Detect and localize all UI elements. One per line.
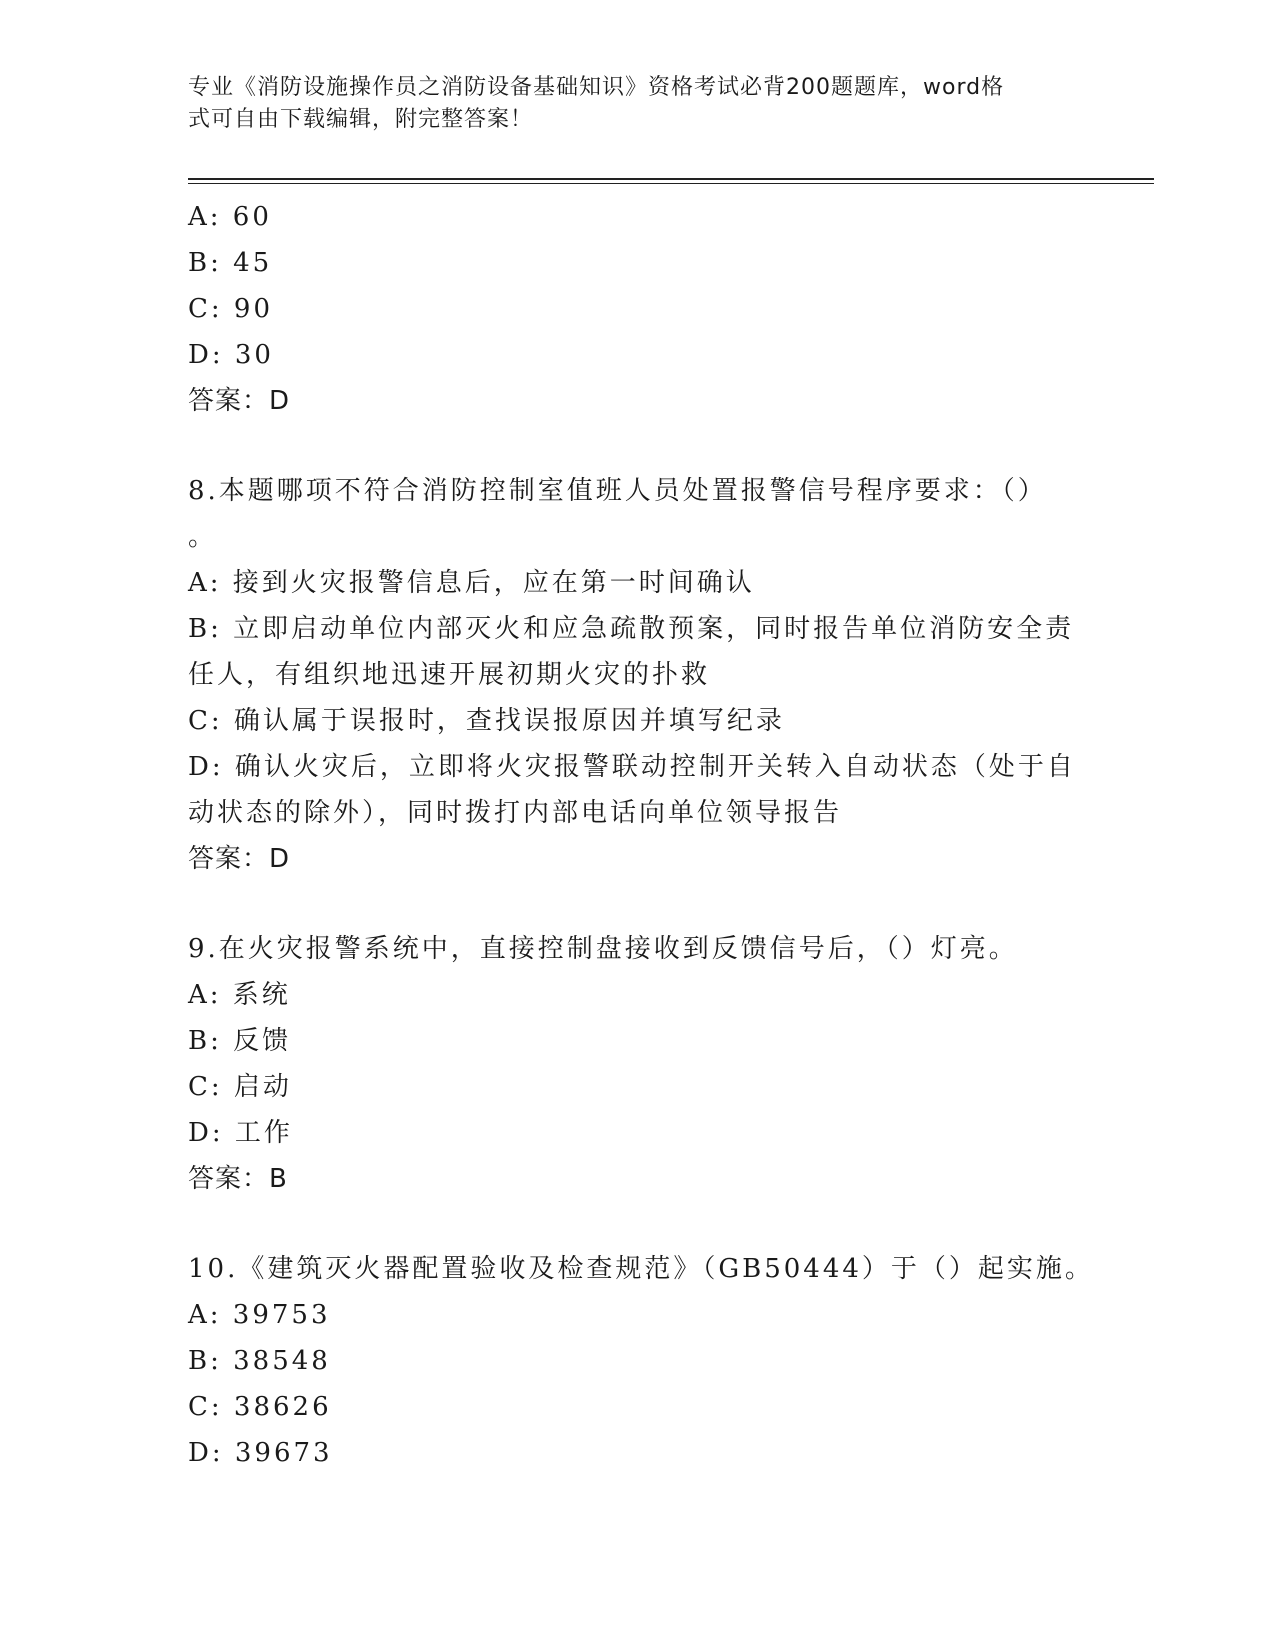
question-10-block xyxy=(188,1246,1094,1476)
header-divider-thin xyxy=(188,183,1154,184)
q8-stem: 8.本题哪项不符合消防控制室值班人员处置报警信号程序要求：（） xyxy=(188,476,1047,506)
q7-option-c: C: 90 xyxy=(188,294,274,324)
q9-answer: 答案：B xyxy=(188,1164,288,1194)
header-divider-thick xyxy=(188,178,1154,180)
header-line-2: 式可自由下载编辑，附完整答案！ xyxy=(188,107,534,132)
q8-option-d: D: 确认火灾后，立即将火灾报警联动控制开关转入自动状态（处于自 xyxy=(188,752,1076,782)
q8-option-b: B: 立即启动单位内部灭火和应急疏散预案，同时报告单位消防安全责 xyxy=(188,614,1075,644)
q10-option-d: D: 39673 xyxy=(188,1438,333,1468)
spacer xyxy=(188,1202,1088,1246)
header-line-1: 专业《消防设施操作员之消防设备基础知识》资格考试必背200题题库，word格 xyxy=(188,75,1005,100)
spacer xyxy=(188,424,1088,468)
q7-answer: 答案：D xyxy=(188,386,291,416)
question-7-block xyxy=(188,194,1088,424)
q9-option-b: B: 反馈 xyxy=(188,1026,292,1056)
document-header xyxy=(188,72,1068,136)
spacer xyxy=(188,882,1088,926)
q10-option-b: B: 38548 xyxy=(188,1346,331,1376)
question-8-block xyxy=(188,468,1088,882)
q10-stem: 10.《建筑灭火器配置验收及检查规范》（GB50444）于（）起实施。 xyxy=(188,1254,1094,1284)
q8-option-c: C: 确认属于误报时，查找误报原因并填写纪录 xyxy=(188,706,785,736)
q9-option-c: C: 启动 xyxy=(188,1072,292,1102)
q10-option-a: A: 39753 xyxy=(188,1300,331,1330)
q8-option-b-continued: 任人，有组织地迅速开展初期火灾的扑救 xyxy=(188,660,711,690)
q8-option-d-continued: 动状态的除外），同时拨打内部电话向单位领导报告 xyxy=(188,798,843,828)
q10-option-c: C: 38626 xyxy=(188,1392,332,1422)
q7-option-d: D: 30 xyxy=(188,340,274,370)
q8-stem-continued: 。 xyxy=(188,522,218,552)
q9-option-a: A: 系统 xyxy=(188,980,291,1010)
q7-option-b: B: 45 xyxy=(188,248,273,278)
q8-option-a: A: 接到火灾报警信息后，应在第一时间确认 xyxy=(188,568,755,598)
q7-option-a: A: 60 xyxy=(188,202,272,232)
q9-stem: 9.在火灾报警系统中，直接控制盘接收到反馈信号后，（）灯亮。 xyxy=(188,934,1018,964)
q8-answer: 答案：D xyxy=(188,844,291,874)
q9-option-d: D: 工作 xyxy=(188,1118,293,1148)
question-9-block xyxy=(188,926,1088,1202)
question-content xyxy=(188,194,1094,1476)
